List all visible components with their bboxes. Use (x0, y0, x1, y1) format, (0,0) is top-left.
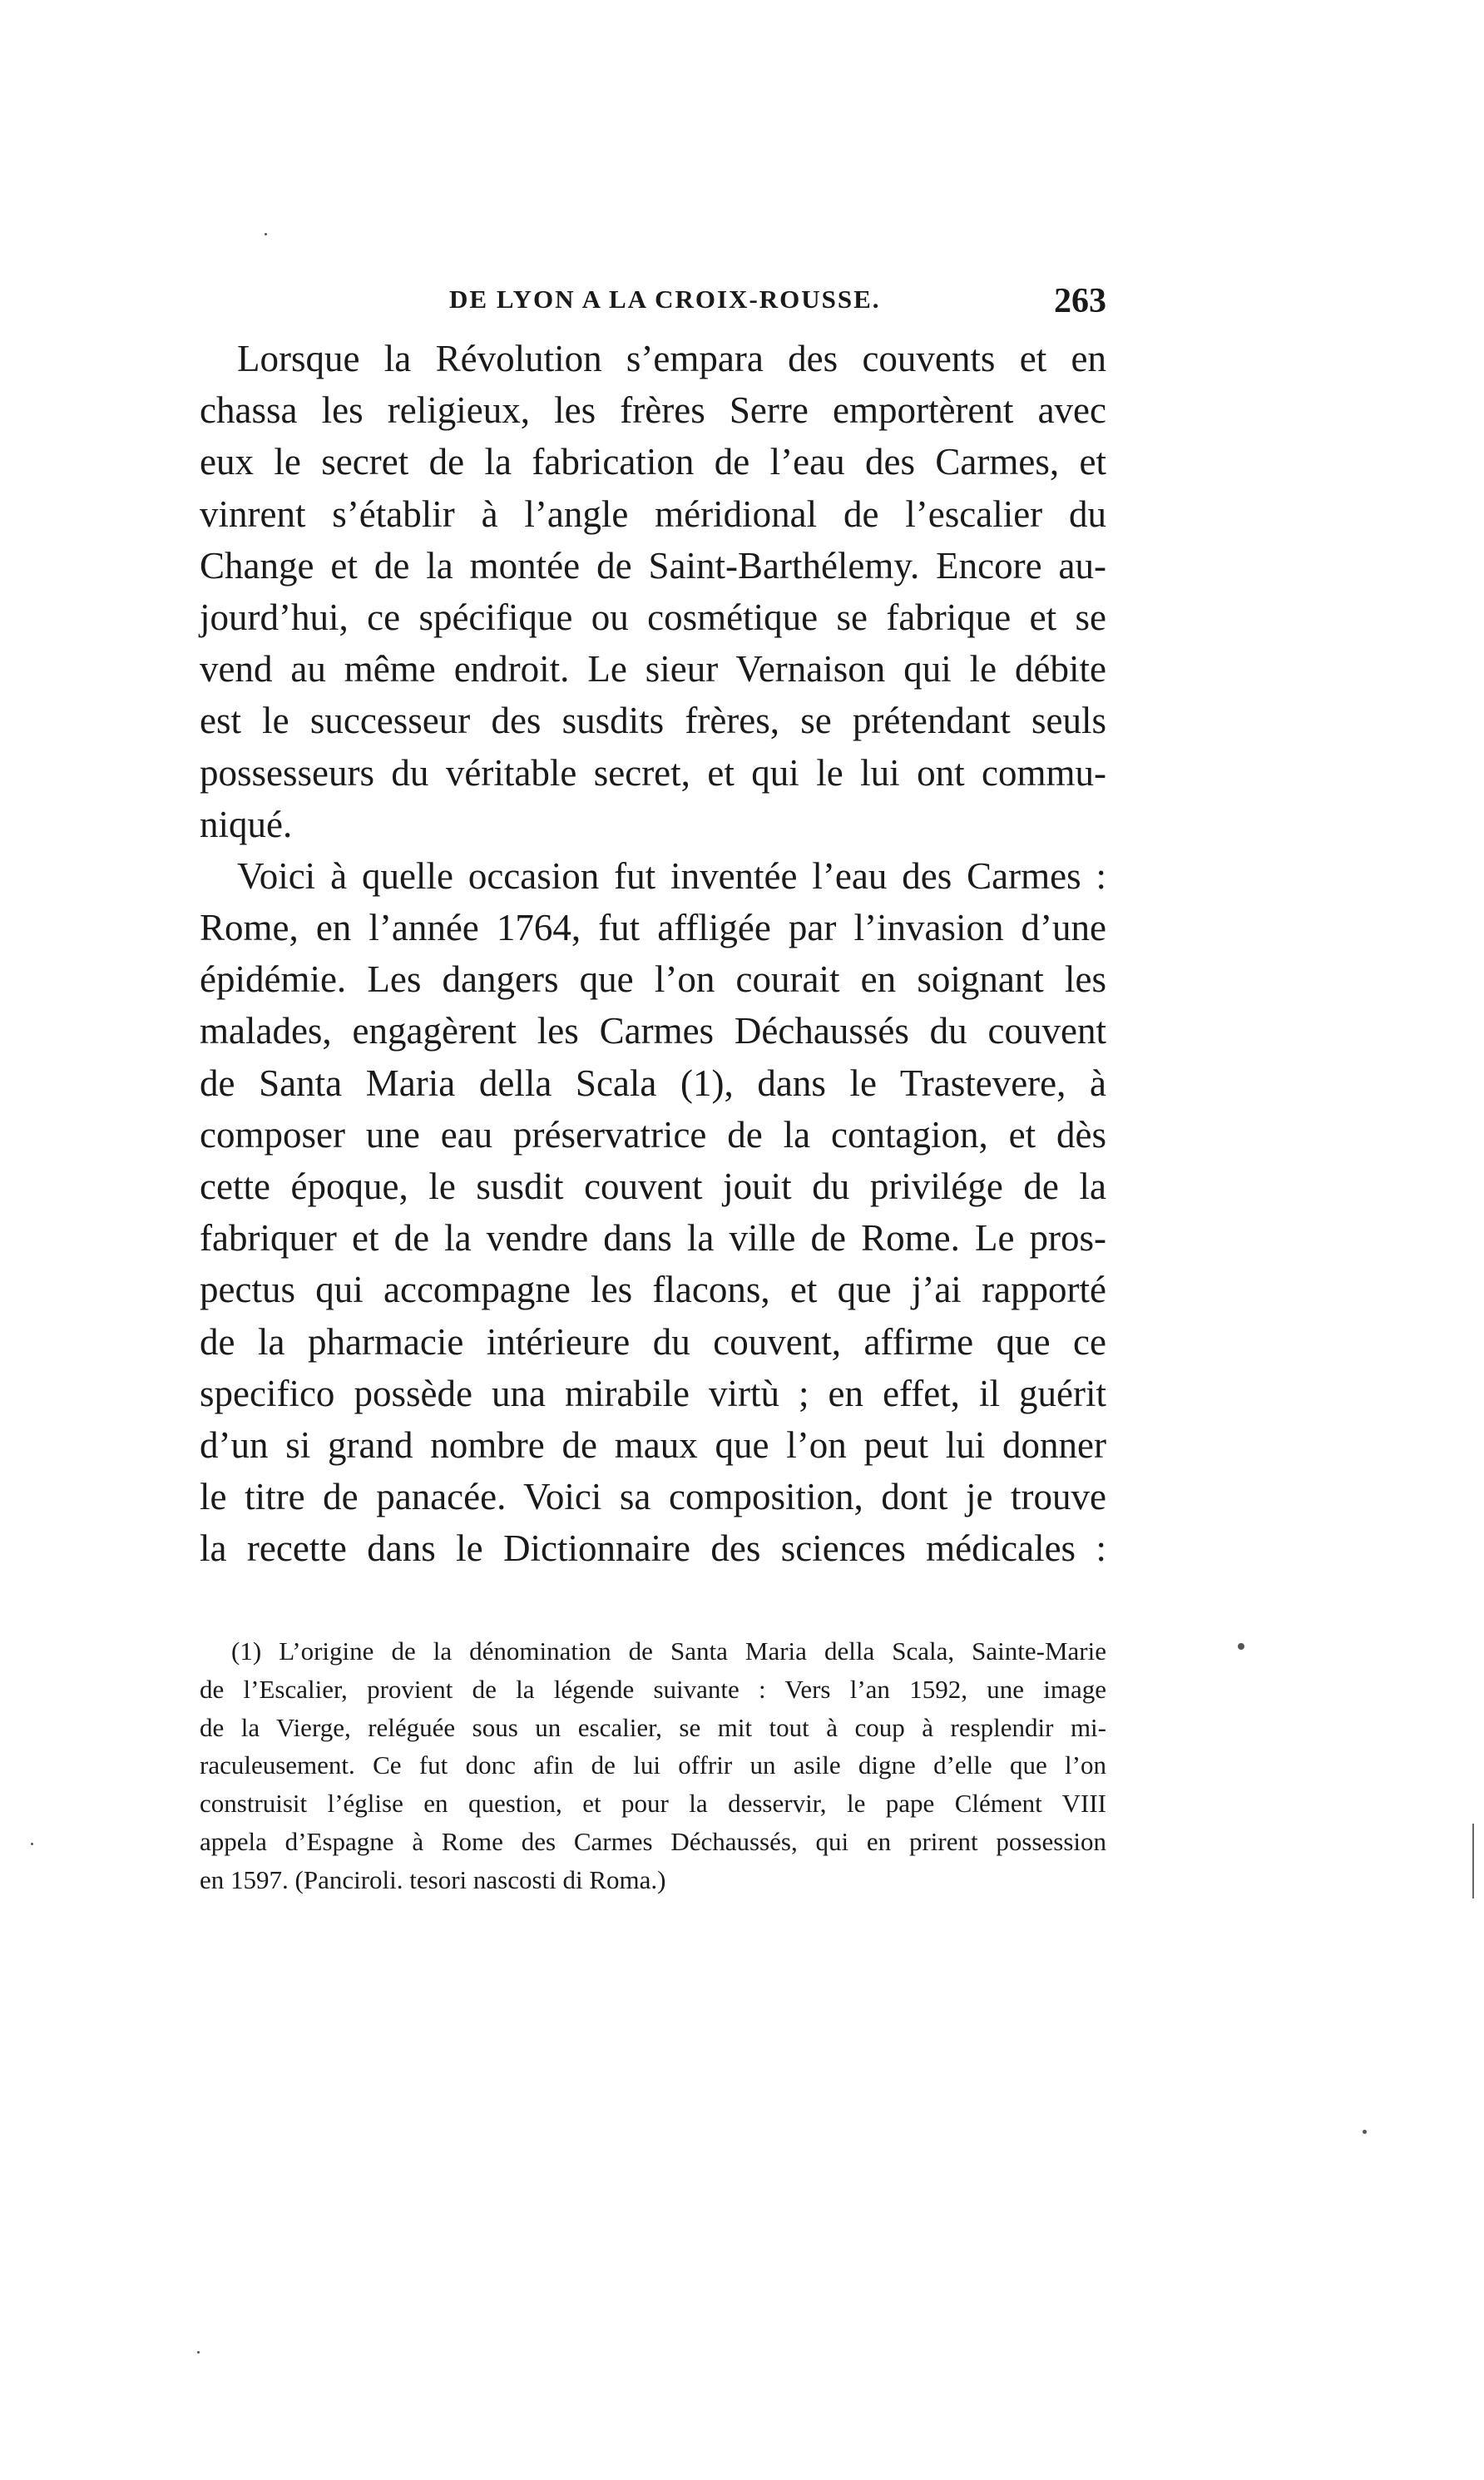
text-line: Voici à quelle occasion fut inventée l’eau des Carmes : (237, 854, 1106, 897)
text-line: de la pharmacie intérieure du couvent, affirme que ce (200, 1320, 1106, 1363)
text-line: vinrent s’établir à l’angle méridional de l’escalier du (200, 493, 1106, 535)
text-line: specifico possède una mirabile virtù ; en effet, il guérit (200, 1372, 1106, 1414)
text-line: pectus qui accompagne les flacons, et que j’ai rapporté (200, 1269, 1106, 1311)
text-line: fabriquer et de la vendre dans la ville de Rome. Le pros- (200, 1217, 1106, 1260)
scan-speck (31, 1843, 33, 1845)
text-line: est le successeur des susdits frères, se prétendant seuls (200, 700, 1106, 742)
text-line: jourd’hui, ce spécifique ou cosmétique se fabrique et se (200, 596, 1106, 638)
footnote-line: (1) L’origine de la dénomination de Santa Maria della Scala, Sainte-Marie (231, 1636, 1106, 1666)
footnote-line: de la Vierge, reléguée sous un escalier, se mit tout à coup à resplendir mi- (200, 1712, 1106, 1742)
text-line: Change et de la montée de Saint-Barthélemy. Encore au- (200, 544, 1106, 587)
footnote-line: de l’Escalier, provient de la légende suivante : Vers l’an 1592, une image (200, 1674, 1106, 1704)
scan-margin-line (1472, 1824, 1474, 1898)
main-text (200, 333, 1106, 1575)
text-line: cette époque, le susdit couvent jouit du privilége de la (200, 1166, 1106, 1207)
text-line: la recette dans le Dictionnaire des sciences médicales : (200, 1527, 1106, 1570)
footnote (200, 1632, 1106, 1899)
text-line: possesseurs du véritable secret, et qui le lui ont commu- (200, 751, 1106, 794)
text-line: chassa les religieux, les frères Serre emportèrent avec (200, 389, 1106, 432)
page-number: 263 (1054, 282, 1106, 320)
text-line: malades, engagèrent les Carmes Déchaussés du couvent (200, 1010, 1106, 1052)
footnote-line: raculeusement. Ce fut donc afin de lui offrir un asile digne d’elle que l’on (200, 1750, 1106, 1780)
footnote-line: en 1597. (Panciroli. tesori nascosti di Roma.) (200, 1864, 666, 1894)
footnote-line: appela d’Espagne à Rome des Carmes Déchaussés, qui en prirent possession (200, 1826, 1106, 1856)
footnote-line: construisit l’église en question, et pour la desservir, le pape Clément VIII (200, 1789, 1106, 1819)
text-line: vend au même endroit. Le sieur Vernaison qui le débite (200, 648, 1106, 691)
text-line: épidémie. Les dangers que l’on courait en soignant les (200, 958, 1106, 1001)
text-line: composer une eau préservatrice de la contagion, et dès (200, 1113, 1106, 1156)
scan-speck (1363, 2130, 1367, 2134)
text-line: le titre de panacée. Voici sa composition, dont je trouve (200, 1476, 1106, 1518)
text-line: de Santa Maria della Scala (1), dans le Trastevere, à (200, 1062, 1106, 1104)
text-line: eux le secret de la fabrication de l’eau des Carmes, et (200, 441, 1106, 483)
text-line: Rome, en l’année 1764, fut affligée par l’invasion d’une (200, 907, 1106, 949)
text-line: Lorsque la Révolution s’empara des couvents et en (237, 338, 1106, 379)
scan-speck (1238, 1643, 1244, 1650)
running-title: DE LYON A LA CROIX-ROUSSE. (449, 285, 881, 314)
text-line: d’un si grand nombre de maux que l’on peut lui donner (200, 1423, 1106, 1466)
running-head (200, 281, 1106, 323)
scan-speck (265, 233, 267, 235)
scan-speck (197, 2351, 200, 2354)
text-line: niqué. (200, 803, 293, 845)
